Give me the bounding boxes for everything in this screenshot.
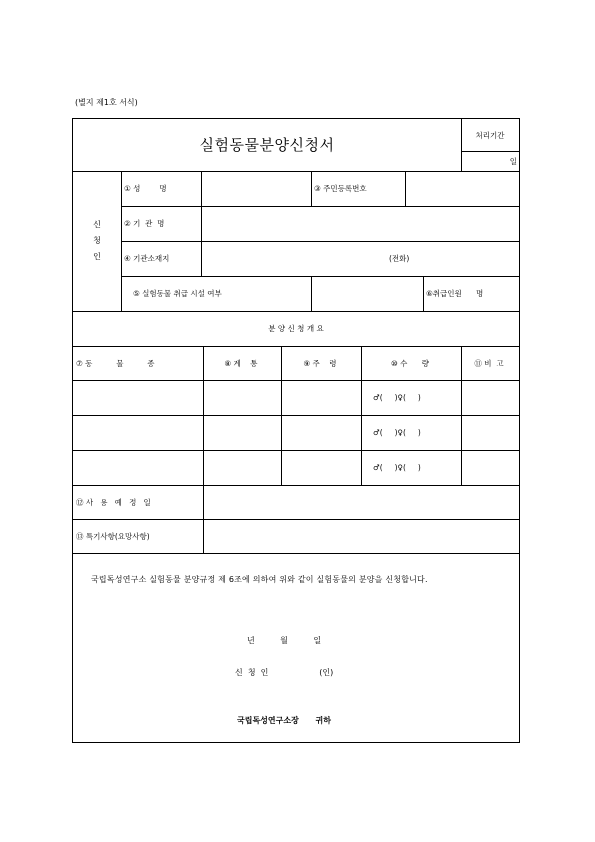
applicant-char-2: 청 [93,236,101,245]
planned-date-label: ⑫ 사 용 예 정 일 [76,497,151,507]
name-label: ① 성 명 [124,184,167,193]
cell-divider [311,276,312,311]
name-field[interactable] [203,171,309,206]
overview-title: 분 양 신 청 개 요 [268,324,324,333]
header-age: ⑨ 주 령 [303,358,337,368]
applicant-section-label [73,171,121,311]
applicant-char-3: 인 [93,252,101,261]
processing-period-unit: 일 [509,156,517,166]
institution-field[interactable] [203,206,517,241]
special-notes-field[interactable] [205,519,517,553]
quantity-cell[interactable]: ♂( )♀( ) [373,428,421,437]
resident-number-field[interactable] [407,171,517,206]
header-strain: ⑧ 계 통 [224,358,258,368]
form-label: (별지 제1호 서식) [75,98,138,107]
processing-period-label: 처리기간 [475,130,505,140]
applicant-signature-line: 신 청 인 (인) [235,668,334,677]
institution-label: ② 기 관 명 [124,219,165,228]
facility-label: ⑤ 실험동물 취급 시설 여부 [133,289,222,298]
header-quantity: ⑩ 수 량 [391,358,429,368]
date-line: 년 월 일 [247,636,322,645]
header-species: ⑦ 동 물 종 [76,358,155,368]
applicant-char-1: 신 [93,220,101,229]
handler-count-label: ⑥취급인원 명 [426,289,484,298]
resident-number-label: ③ 주민등록번호 [314,184,367,193]
quantity-cell[interactable]: ♂( )♀( ) [373,393,421,402]
row-line [73,553,519,554]
phone-label: (전화) [389,254,410,263]
header-remarks: ⑪ 비 고 [474,358,504,368]
application-statement: 국립독성연구소 실험동물 분양규정 제 6조에 의하여 위와 같이 실험동물의 분양을 신청합니다. [91,575,428,584]
cell-divider [405,171,406,206]
address-label: ④ 기관소재지 [124,254,170,263]
special-notes-label: ⑬ 특기사항(요망사항) [76,531,150,541]
address-field[interactable] [203,241,517,276]
form-title: 실험동물분양신청서 [199,135,335,154]
planned-date-field[interactable] [205,485,517,519]
facility-field[interactable] [313,276,421,311]
addressee: 국립독성연구소장 귀하 [237,716,331,725]
quantity-cell[interactable]: ♂( )♀( ) [373,463,421,472]
application-form [72,118,520,743]
